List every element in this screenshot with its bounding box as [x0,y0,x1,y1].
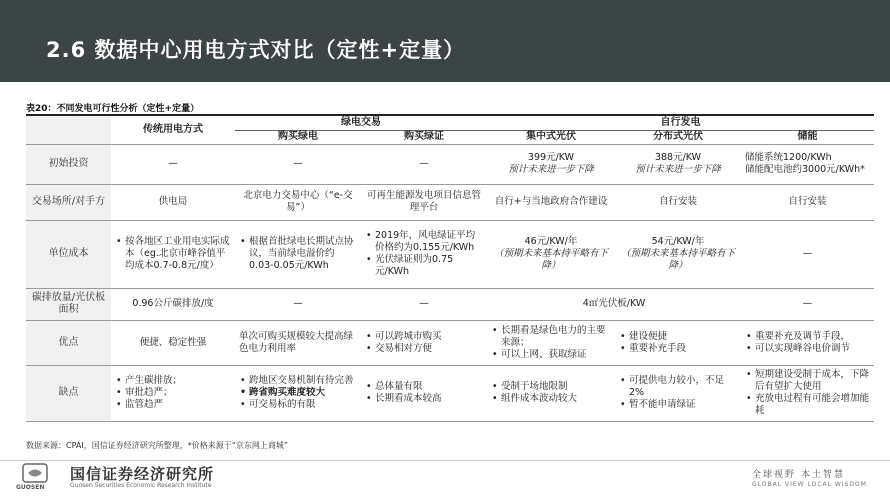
cell-distributed-pv [615,144,741,184]
row-label: 优点 [26,320,111,365]
bullet-item: • 审批趋严； [125,387,231,399]
bullet-item: • 建设便捷 [629,331,737,343]
col-traditional: 传统用电方式 [111,116,235,144]
bullet-item: • 可提供电力较小，不足2% [629,375,737,399]
cell-traditional: 0.96公斤碳排放/度 [111,288,235,320]
cell-distributed-pv: 自行安装 [615,184,741,220]
distributed-pv-value: 54元/KW/年 [651,236,705,247]
cell-buy-cert: 可再生能源发电项目信息管理平台 [361,184,487,220]
central-pv-value: 46元/KW/年 [524,236,578,247]
slogan-cn: 全球视野 本土智慧 [752,470,845,480]
cell-traditional: — [111,144,235,184]
bullet-item: • 根据首批绿电长期试点协议，当前绿电溢价约0.03-0.05元/KWh [249,236,357,272]
bullet-item: • 产生碳排放； [125,375,231,387]
cell-traditional: 供电局 [111,184,235,220]
bullet-item: • 重要补充手段 [629,343,737,355]
col-storage: 储能 [741,130,874,144]
col-buy-cert: 购买绿证 [361,130,487,144]
bullet-item: • 按各地区工业用电实际成本（eg.北京市峰谷值平均成本0.7-0.8元/度） [125,236,231,272]
central-pv-value: 399元/KW [527,152,575,163]
source-note: 数据来源：CPAI，国信证券经济研究所整理，*价格来源于“京东网上商城” [26,441,289,450]
cell-storage: — [741,288,874,320]
bullet-item: • 受制于场地限制 [501,381,611,393]
cell-buy-cert [361,220,487,288]
distributed-pv-note: （预期未来基本持平略有下降） [620,248,735,271]
bullet-item: • 充放电过程有可能会增加能耗 [755,393,870,417]
cell-buy-cert: — [361,288,487,320]
bullet-item: • 总体量有限 [375,381,483,393]
bullet-item: • 重要补充及调节手段， [755,331,870,343]
bullet-item: • 暂不能申请绿证 [629,399,737,411]
row-venue [26,184,874,220]
row-label: 缺点 [26,365,111,421]
cell-central-pv [487,320,615,365]
row-initial-investment [26,144,874,184]
cell-storage [741,365,874,421]
cell-central-pv [487,144,615,184]
bullet-item: • 监管趋严 [125,399,231,411]
bullet-item: • 交易相对方便 [375,343,483,355]
bullet-item: • 长期看成本较高 [375,393,483,405]
page-title: 2.6 数据中心用电方式对比（定性+定量） [46,38,466,62]
bullet-item: • 可交易标的有限 [249,399,357,411]
footer-rule [0,460,890,461]
bullet-item: • 跨地区交易机制有待完善 [249,375,357,387]
cell-buy-cert: — [361,144,487,184]
group-green-trade: 绿电交易 [235,116,487,130]
cell-central-pv: 自行+与当地政府合作建设 [487,184,615,220]
bullet-item: • 长期看是绿色电力的主要来源； [501,325,611,349]
cell-traditional [111,220,235,288]
distributed-pv-note: 预计未来进一步下降 [635,164,721,175]
logo-text: GUOSEN [16,484,45,491]
cell-buy-green [235,365,361,421]
header-row-groups [26,116,874,130]
cell-traditional: 便捷、稳定性强 [111,320,235,365]
bullet-item: • 2019年，风电绿证平均价格约为0.155元/KWh [375,230,483,254]
storage-line-1: 储能系统1200/KWh [745,152,832,163]
col-distributed-pv: 分布式光伏 [615,130,741,144]
storage-line-2: 储能配电池约3000元/KWh* [745,164,865,175]
cell-pv-merged: 4㎡光伏板/KW [487,288,741,320]
cell-distributed-pv [615,365,741,421]
cell-distributed-pv [615,220,741,288]
row-carbon [26,288,874,320]
cell-storage: 自行安装 [741,184,874,220]
slogan-en: GLOBAL VIEW LOCAL WISDOM [752,481,867,488]
bullet-item: • 跨省购买难度较大 [249,387,357,399]
row-cons [26,365,874,421]
distributed-pv-value: 388元/KW [654,152,702,163]
cell-buy-green [235,220,361,288]
cell-storage [741,144,874,184]
row-label: 碳排放量/光伏板面积 [26,288,111,320]
cell-traditional [111,365,235,421]
org-name-en: Guosen Securities Economic Research Institute [70,482,212,489]
row-pros [26,320,874,365]
bullet-item: • 光伏绿证则为0.75元/KWh [375,254,483,278]
bullet-item: • 可以跨城市购买 [375,331,483,343]
cell-distributed-pv [615,320,741,365]
row-label: 单位成本 [26,220,111,288]
org-name-cn: 国信证券经济研究所 [70,465,215,483]
cell-storage: — [741,220,874,288]
bullet-item: • 可以上网、获取绿证 [501,349,611,361]
title-banner [0,0,890,82]
table-caption: 表20：不同发电可行性分析（定性+定量） [26,104,200,114]
guosen-logo-icon [22,463,48,483]
comparison-table [26,116,874,422]
bullet-item: • 组件成本波动较大 [501,393,611,405]
group-self-gen: 自行发电 [487,116,874,130]
central-pv-note: 预计未来进一步下降 [508,164,594,175]
cell-buy-cert [361,365,487,421]
cell-buy-green: — [235,144,361,184]
cell-buy-cert [361,320,487,365]
cell-central-pv [487,365,615,421]
col-buy-green: 购买绿电 [235,130,361,144]
corner-cell [26,116,111,144]
col-central-pv: 集中式光伏 [487,130,615,144]
bullet-item: • 可以实现峰谷电价调节 [755,343,870,355]
bullet-item: • 短期建设受制于成本，下降后有望扩大使用 [755,369,870,393]
row-label: 交易场所/对手方 [26,184,111,220]
cell-buy-green: — [235,288,361,320]
cell-buy-green: 北京电力交易中心（“e-交易”） [235,184,361,220]
row-label: 初始投资 [26,144,111,184]
cell-buy-green: 单次可购买规模较大提高绿色电力利用率 [235,320,361,365]
row-unit-cost [26,220,874,288]
cell-central-pv [487,220,615,288]
central-pv-note: （预期未来基本持平略有下降） [493,248,608,271]
cell-storage [741,320,874,365]
